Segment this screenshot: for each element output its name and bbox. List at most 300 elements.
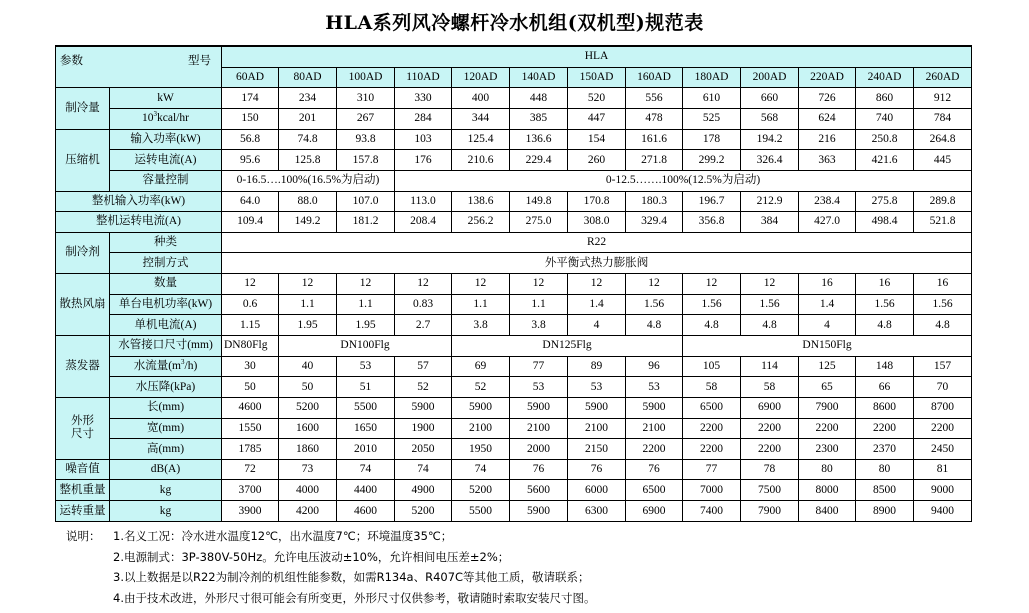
table-cell: 212.9 (741, 191, 799, 212)
kcal-prefix: 10 (142, 112, 154, 125)
height-label: 高(mm) (110, 439, 222, 460)
table-cell: 4900 (395, 480, 452, 501)
table-row (56, 356, 972, 377)
table-cell: 478 (626, 108, 683, 129)
table-cell: 1.95 (279, 315, 337, 336)
table-cell: 53 (337, 356, 395, 377)
table-cell: 95.6 (222, 150, 279, 171)
table-cell: 1600 (279, 418, 337, 439)
table-cell: 113.0 (395, 191, 452, 212)
param-model-header (56, 46, 222, 88)
table-cell: 344 (452, 108, 510, 129)
table-cell: 149.8 (510, 191, 568, 212)
width-label: 宽(mm) (110, 418, 222, 439)
table-row (56, 335, 972, 356)
table-cell: 2100 (568, 418, 626, 439)
table-cell: 4200 (279, 501, 337, 522)
table-cell: 1860 (279, 439, 337, 460)
table-cell: 58 (683, 377, 741, 398)
table-cell: 1.95 (337, 315, 395, 336)
table-cell: 149.2 (279, 212, 337, 233)
table-cell: 299.2 (683, 150, 741, 171)
kcal-suffix: kcal/hr (157, 112, 189, 125)
table-cell: 57 (395, 356, 452, 377)
cooling-kcal-label (110, 108, 222, 129)
table-cell: 81 (914, 459, 972, 480)
table-cell: 52 (452, 377, 510, 398)
table-cell: 2100 (510, 418, 568, 439)
table-cell: 181.2 (337, 212, 395, 233)
table-cell: 80 (799, 459, 856, 480)
table-row (56, 315, 972, 336)
refrigerant-type: R22 (222, 232, 972, 253)
table-cell: 2100 (452, 418, 510, 439)
dimensions-category-1: 外形 (71, 415, 94, 428)
table-cell: 96 (626, 356, 683, 377)
table-cell: 421.6 (856, 150, 914, 171)
table-row (56, 397, 972, 418)
table-cell: 234 (279, 88, 337, 109)
table-cell: 93.8 (337, 129, 395, 150)
table-cell: 109.4 (222, 212, 279, 233)
table-cell: 740 (856, 108, 914, 129)
note-item: 3.以上数据是以R22为制冷剂的机组性能参数，如需R134a、R407C等其他工质，敬请联系； (113, 570, 590, 584)
table-cell: 69 (452, 356, 510, 377)
table-row (56, 439, 972, 460)
table-cell: 660 (741, 88, 799, 109)
table-cell: 58 (741, 377, 799, 398)
table-cell: 74 (337, 459, 395, 480)
fan-current-label: 单机电流(A) (110, 315, 222, 336)
table-cell: 400 (452, 88, 510, 109)
table-cell: 1.15 (222, 315, 279, 336)
table-cell: 2200 (683, 418, 741, 439)
table-cell: 2200 (799, 418, 856, 439)
pipe-size-dn100: DN100Flg (279, 335, 452, 356)
table-cell: 4.8 (626, 315, 683, 336)
table-cell: 5200 (395, 501, 452, 522)
table-cell: 157.8 (337, 150, 395, 171)
water-flow-label (110, 356, 222, 377)
page-title: HLA系列风冷螺杆冷水机组(双机型)规范表 (325, 12, 704, 34)
table-cell: 256.2 (452, 212, 510, 233)
dimensions-category (56, 397, 110, 459)
capacity-control-large: 0-12.5…….100%(12.5%为启动) (395, 170, 972, 191)
model-header-cell: 60AD (222, 67, 279, 88)
table-cell: 1785 (222, 439, 279, 460)
model-header-cell: 220AD (799, 67, 856, 88)
pipe-size-dn150: DN150Flg (683, 335, 972, 356)
table-cell: 161.6 (626, 129, 683, 150)
table-cell: 201 (279, 108, 337, 129)
fan-category: 散热风扇 (56, 274, 110, 336)
water-drop-label: 水压降(kPa) (110, 377, 222, 398)
table-cell: 445 (914, 150, 972, 171)
table-cell: 330 (395, 88, 452, 109)
table-cell: 624 (799, 108, 856, 129)
table-cell: 556 (626, 88, 683, 109)
table-row (56, 480, 972, 501)
table-cell: 136.6 (510, 129, 568, 150)
table-cell: 2000 (510, 439, 568, 460)
table-cell: 271.8 (626, 150, 683, 171)
table-cell: 4600 (337, 501, 395, 522)
table-cell: 284 (395, 108, 452, 129)
table-row (56, 232, 972, 253)
table-cell: 363 (799, 150, 856, 171)
table-row (56, 418, 972, 439)
table-cell: 8500 (856, 480, 914, 501)
table-cell: 250.8 (856, 129, 914, 150)
table-cell: 125.8 (279, 150, 337, 171)
table-cell: 308.0 (568, 212, 626, 233)
model-header-cell: 120AD (452, 67, 510, 88)
notes (66, 526, 595, 608)
table-cell: 174 (222, 88, 279, 109)
table-cell: 12 (510, 274, 568, 295)
table-cell: 138.6 (452, 191, 510, 212)
table-cell: 12 (222, 274, 279, 295)
table-cell: 784 (914, 108, 972, 129)
table-cell: 329.4 (626, 212, 683, 233)
pipe-size-dn80: DN80Flg (222, 335, 279, 356)
table-cell: 2100 (626, 418, 683, 439)
table-row (56, 294, 972, 315)
table-cell: 148 (856, 356, 914, 377)
table-row (56, 377, 972, 398)
model-header-cell: 180AD (683, 67, 741, 88)
table-cell: 310 (337, 88, 395, 109)
table-cell: 3900 (222, 501, 279, 522)
table-cell: 229.4 (510, 150, 568, 171)
refrigerant-control: 外平衡式热力膨胀阀 (222, 253, 972, 274)
table-cell: 5900 (626, 397, 683, 418)
table-cell: 3700 (222, 480, 279, 501)
table-cell: 0.6 (222, 294, 279, 315)
table-cell: 1650 (337, 418, 395, 439)
cooling-kw-label: kW (110, 88, 222, 109)
model-header-cell: 260AD (914, 67, 972, 88)
table-cell: 2300 (799, 439, 856, 460)
table-cell: 6900 (626, 501, 683, 522)
table-row (56, 88, 972, 109)
table-cell: 267 (337, 108, 395, 129)
capacity-control-label: 容量控制 (110, 170, 222, 191)
unit-current-label: 整机运转电流(A) (56, 212, 222, 233)
table-cell: 1.56 (914, 294, 972, 315)
table-cell: 154 (568, 129, 626, 150)
table-cell: 6500 (683, 397, 741, 418)
table-cell: 12 (452, 274, 510, 295)
table-cell: 74 (395, 459, 452, 480)
table-cell: 77 (683, 459, 741, 480)
operating-weight-unit: kg (110, 501, 222, 522)
flow-label-suffix: /h) (184, 359, 198, 372)
table-cell: 12 (337, 274, 395, 295)
table-cell: 73 (279, 459, 337, 480)
table-cell: 78 (741, 459, 799, 480)
table-cell: 5900 (568, 397, 626, 418)
notes-label: 说明： (66, 529, 101, 543)
model-label: 型号 (188, 55, 211, 67)
header-row-series (56, 46, 972, 67)
table-cell: 8900 (856, 501, 914, 522)
table-cell: 16 (914, 274, 972, 295)
table-cell: 150 (222, 108, 279, 129)
note-item: 1.名义工况：冷水进水温度12℃，出水温度7℃；环境温度35℃； (113, 529, 453, 543)
table-cell: 1.4 (799, 294, 856, 315)
table-cell: 4.8 (914, 315, 972, 336)
table-cell: 9000 (914, 480, 972, 501)
table-cell: 1950 (452, 439, 510, 460)
compressor-current-label: 运转电流(A) (110, 150, 222, 171)
table-cell: 7500 (741, 480, 799, 501)
table-cell: 89 (568, 356, 626, 377)
table-cell: 2200 (741, 439, 799, 460)
unit-power-label: 整机输入功率(kW) (56, 191, 222, 212)
table-cell: 76 (568, 459, 626, 480)
table-cell: 53 (626, 377, 683, 398)
kcal-sup: 3 (153, 110, 158, 119)
table-cell: 4.8 (683, 315, 741, 336)
table-cell: 88.0 (279, 191, 337, 212)
table-cell: 6000 (568, 480, 626, 501)
model-header-cell: 110AD (395, 67, 452, 88)
table-cell: 275.0 (510, 212, 568, 233)
table-cell: 80 (856, 459, 914, 480)
cooling-category: 制冷量 (56, 88, 110, 129)
param-label: 参数 (60, 55, 83, 67)
table-cell: 8700 (914, 397, 972, 418)
table-cell: 2150 (568, 439, 626, 460)
table-cell: 1.1 (279, 294, 337, 315)
table-cell: 5200 (452, 480, 510, 501)
model-header-cell: 140AD (510, 67, 568, 88)
table-row (56, 459, 972, 480)
fan-motor-label: 单台电机功率(kW) (110, 294, 222, 315)
table-cell: 3.8 (452, 315, 510, 336)
table-cell: 56.8 (222, 129, 279, 150)
table-cell: 5500 (337, 397, 395, 418)
table-cell: 6900 (741, 397, 799, 418)
table-cell: 70 (914, 377, 972, 398)
noise-unit: dB(A) (110, 459, 222, 480)
table-cell: 6300 (568, 501, 626, 522)
compressor-category: 压缩机 (56, 129, 110, 191)
table-cell: 1.1 (452, 294, 510, 315)
note-item: 2.电源制式：3P-380V-50Hz。允许电压波动±10%，允许相间电压差±2%； (113, 549, 510, 564)
table-cell: 2010 (337, 439, 395, 460)
table-cell: 196.7 (683, 191, 741, 212)
table-cell: 4.8 (856, 315, 914, 336)
table-cell: 3.8 (510, 315, 568, 336)
table-cell: 2370 (856, 439, 914, 460)
table-row (56, 274, 972, 295)
table-cell: 5900 (510, 397, 568, 418)
table-cell: 1.1 (510, 294, 568, 315)
table-cell: 2200 (626, 439, 683, 460)
note-item: 4.由于技术改进，外形尺寸很可能会有所变更，外形尺寸仅供参考，敬请随时索取安装尺寸图。 (113, 590, 596, 605)
table-cell: 7400 (683, 501, 741, 522)
table-cell: 2.7 (395, 315, 452, 336)
table-cell: 448 (510, 88, 568, 109)
table-cell: 5900 (452, 397, 510, 418)
table-cell: 208.4 (395, 212, 452, 233)
table-row (56, 129, 972, 150)
table-cell: 860 (856, 88, 914, 109)
model-header-cell: 100AD (337, 67, 395, 88)
table-cell: 170.8 (568, 191, 626, 212)
table-cell: 4.8 (741, 315, 799, 336)
table-cell: 157 (914, 356, 972, 377)
table-cell: 5600 (510, 480, 568, 501)
table-cell: 238.4 (799, 191, 856, 212)
table-cell: 2050 (395, 439, 452, 460)
table-cell: 16 (799, 274, 856, 295)
dimensions-category-2: 尺寸 (71, 428, 94, 441)
table-cell: 521.8 (914, 212, 972, 233)
table-cell: 525 (683, 108, 741, 129)
table-cell: 1.56 (683, 294, 741, 315)
table-row (56, 191, 972, 212)
table-cell: 105 (683, 356, 741, 377)
table-cell: 51 (337, 377, 395, 398)
table-cell: 30 (222, 356, 279, 377)
table-cell: 66 (856, 377, 914, 398)
table-cell: 4400 (337, 480, 395, 501)
table-cell: 2200 (914, 418, 972, 439)
table-cell: 12 (395, 274, 452, 295)
table-cell: 2200 (683, 439, 741, 460)
length-label: 长(mm) (110, 397, 222, 418)
table-row (56, 108, 972, 129)
table-cell: 1.1 (337, 294, 395, 315)
table-cell: 8600 (856, 397, 914, 418)
table-cell: 7000 (683, 480, 741, 501)
table-cell: 912 (914, 88, 972, 109)
table-cell: 64.0 (222, 191, 279, 212)
table-cell: 194.2 (741, 129, 799, 150)
operating-weight-category: 运转重量 (56, 501, 110, 522)
table-cell: 4 (568, 315, 626, 336)
refrigerant-control-label: 控制方式 (110, 253, 222, 274)
table-cell: 176 (395, 150, 452, 171)
table-cell: 125.4 (452, 129, 510, 150)
table-cell: 52 (395, 377, 452, 398)
fan-qty-label: 数量 (110, 274, 222, 295)
table-cell: 65 (799, 377, 856, 398)
table-cell: 12 (626, 274, 683, 295)
refrigerant-type-label: 种类 (110, 232, 222, 253)
table-cell: 114 (741, 356, 799, 377)
table-cell: 356.8 (683, 212, 741, 233)
table-cell: 7900 (741, 501, 799, 522)
table-cell: 7900 (799, 397, 856, 418)
table-cell: 53 (510, 377, 568, 398)
table-cell: 427.0 (799, 212, 856, 233)
table-row (56, 212, 972, 233)
table-cell: 216 (799, 129, 856, 150)
table-cell: 9400 (914, 501, 972, 522)
table-cell: 289.8 (914, 191, 972, 212)
table-cell: 498.4 (856, 212, 914, 233)
table-cell: 1.56 (741, 294, 799, 315)
table-cell: 275.8 (856, 191, 914, 212)
table-cell: 610 (683, 88, 741, 109)
table-cell: 568 (741, 108, 799, 129)
table-cell: 12 (568, 274, 626, 295)
flow-label-prefix: 水流量(m (133, 359, 181, 372)
model-header-cell: 200AD (741, 67, 799, 88)
table-cell: 72 (222, 459, 279, 480)
table-cell: 1550 (222, 418, 279, 439)
table-cell: 8000 (799, 480, 856, 501)
table-cell: 1.4 (568, 294, 626, 315)
table-cell: 1.56 (626, 294, 683, 315)
table-cell: 264.8 (914, 129, 972, 150)
table-row (56, 150, 972, 171)
table-cell: 384 (741, 212, 799, 233)
flow-label-sup: 3 (181, 358, 185, 367)
table-cell: 103 (395, 129, 452, 150)
refrigerant-category: 制冷剂 (56, 232, 110, 273)
table-cell: 6500 (626, 480, 683, 501)
table-row (56, 253, 972, 274)
table-cell: 520 (568, 88, 626, 109)
table-cell: 76 (626, 459, 683, 480)
table-cell: 726 (799, 88, 856, 109)
table-cell: 74 (452, 459, 510, 480)
table-cell: 178 (683, 129, 741, 150)
table-cell: 2450 (914, 439, 972, 460)
table-cell: 2200 (741, 418, 799, 439)
table-cell: 5900 (510, 501, 568, 522)
table-cell: 2200 (856, 418, 914, 439)
table-cell: 16 (856, 274, 914, 295)
table-cell: 125 (799, 356, 856, 377)
table-cell: 50 (222, 377, 279, 398)
pipe-size-label: 水管接口尺寸(mm) (110, 335, 222, 356)
table-cell: 50 (279, 377, 337, 398)
table-cell: 0.83 (395, 294, 452, 315)
model-header-cell: 240AD (856, 67, 914, 88)
evaporator-category: 蒸发器 (56, 335, 110, 397)
table-cell: 385 (510, 108, 568, 129)
net-weight-unit: kg (110, 480, 222, 501)
model-header-cell: 150AD (568, 67, 626, 88)
table-cell: 53 (568, 377, 626, 398)
series-name: HLA (222, 46, 972, 67)
table-row (56, 170, 972, 191)
model-header-cell: 80AD (279, 67, 337, 88)
table-cell: 326.4 (741, 150, 799, 171)
table-cell: 12 (279, 274, 337, 295)
compressor-power-label: 输入功率(kW) (110, 129, 222, 150)
model-header-cell: 160AD (626, 67, 683, 88)
spec-table (55, 45, 972, 522)
table-cell: 8400 (799, 501, 856, 522)
pipe-size-dn125: DN125Flg (452, 335, 683, 356)
table-cell: 260 (568, 150, 626, 171)
net-weight-category: 整机重量 (56, 480, 110, 501)
table-cell: 12 (741, 274, 799, 295)
table-cell: 4 (799, 315, 856, 336)
noise-category: 噪音值 (56, 459, 110, 480)
table-cell: 77 (510, 356, 568, 377)
table-row (56, 501, 972, 522)
table-cell: 1.56 (856, 294, 914, 315)
table-cell: 5200 (279, 397, 337, 418)
